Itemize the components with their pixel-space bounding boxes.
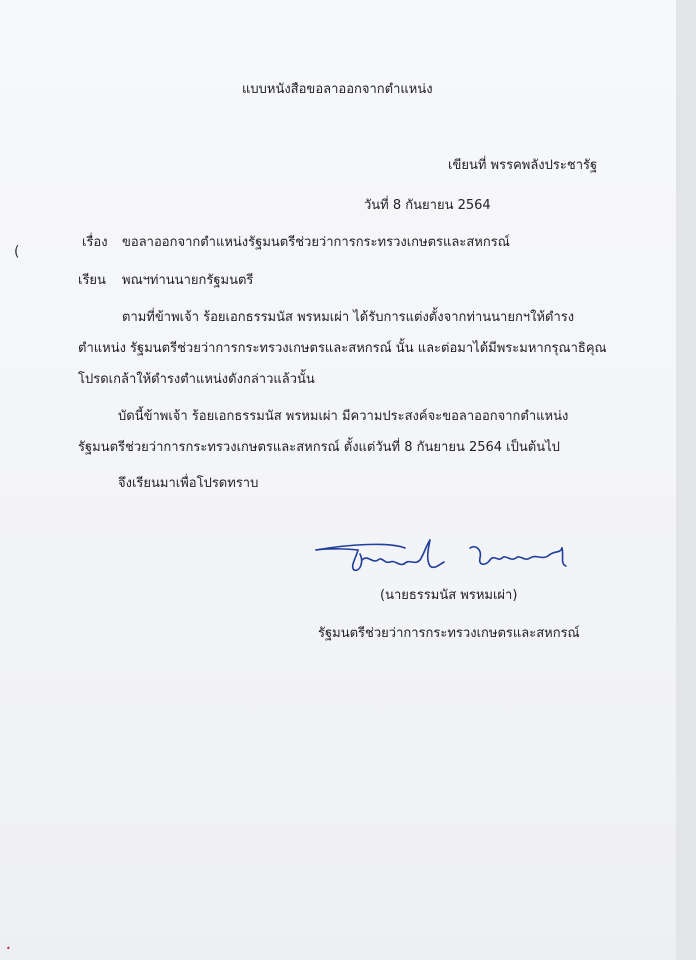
paragraph-1-line-1: ตามที่ข้าพเจ้า ร้อยเอกธรรมนัส พรหมเผ่า ได้รับการแต่งตั้งจากท่านนายกฯให้ดำรง [122,310,575,325]
paragraph-1-line-2: ตำแหน่ง รัฐมนตรีช่วยว่าการกระทรวงเกษตรและสหกรณ์ นั้น และต่อมาได้มีพระมหากรุณาธิคุณ [78,341,607,356]
handwritten-signature [310,536,580,586]
bottom-margin-mark: • [6,944,11,953]
paragraph-2-line-2: รัฐมนตรีช่วยว่าการกระทรวงเกษตรและสหกรณ์ ตั้งแต่วันที่ 8 กันยายน 2564 เป็นต้นไป [78,440,560,455]
signer-position: รัฐมนตรีช่วยว่าการกระทรวงเกษตรและสหกรณ์ [318,626,580,641]
closing-line: จึงเรียนมาเพื่อโปรดทราบ [118,476,259,491]
paragraph-2-line-1: บัดนี้ข้าพเจ้า ร้อยเอกธรรมนัส พรหมเผ่า มีความประสงค์จะขอลาออกจากตำแหน่ง [118,409,569,424]
written-at: เขียนที่ พรรคพลังประชารัฐ [448,158,598,173]
signer-name: (นายธรรมนัส พรหมเผ่า) [380,588,518,603]
recipient-label: เรียน [78,273,106,288]
subject-label: เรื่อง [82,235,108,250]
document-title: แบบหนังสือขอลาออกจากตำแหน่ง [242,82,433,97]
letter-date: วันที่ 8 กันยายน 2564 [364,198,491,213]
page-edge [676,0,696,960]
margin-mark: ( [14,244,20,260]
subject-text: ขอลาออกจากตำแหน่งรัฐมนตรีช่วยว่าการกระทรวงเกษตรและสหกรณ์ [122,235,510,250]
paragraph-1-line-3: โปรดเกล้าให้ดำรงตำแหน่งดังกล่าวแล้วนั้น [78,372,315,387]
recipient-text: พณฯท่านนายกรัฐมนตรี [122,273,254,288]
